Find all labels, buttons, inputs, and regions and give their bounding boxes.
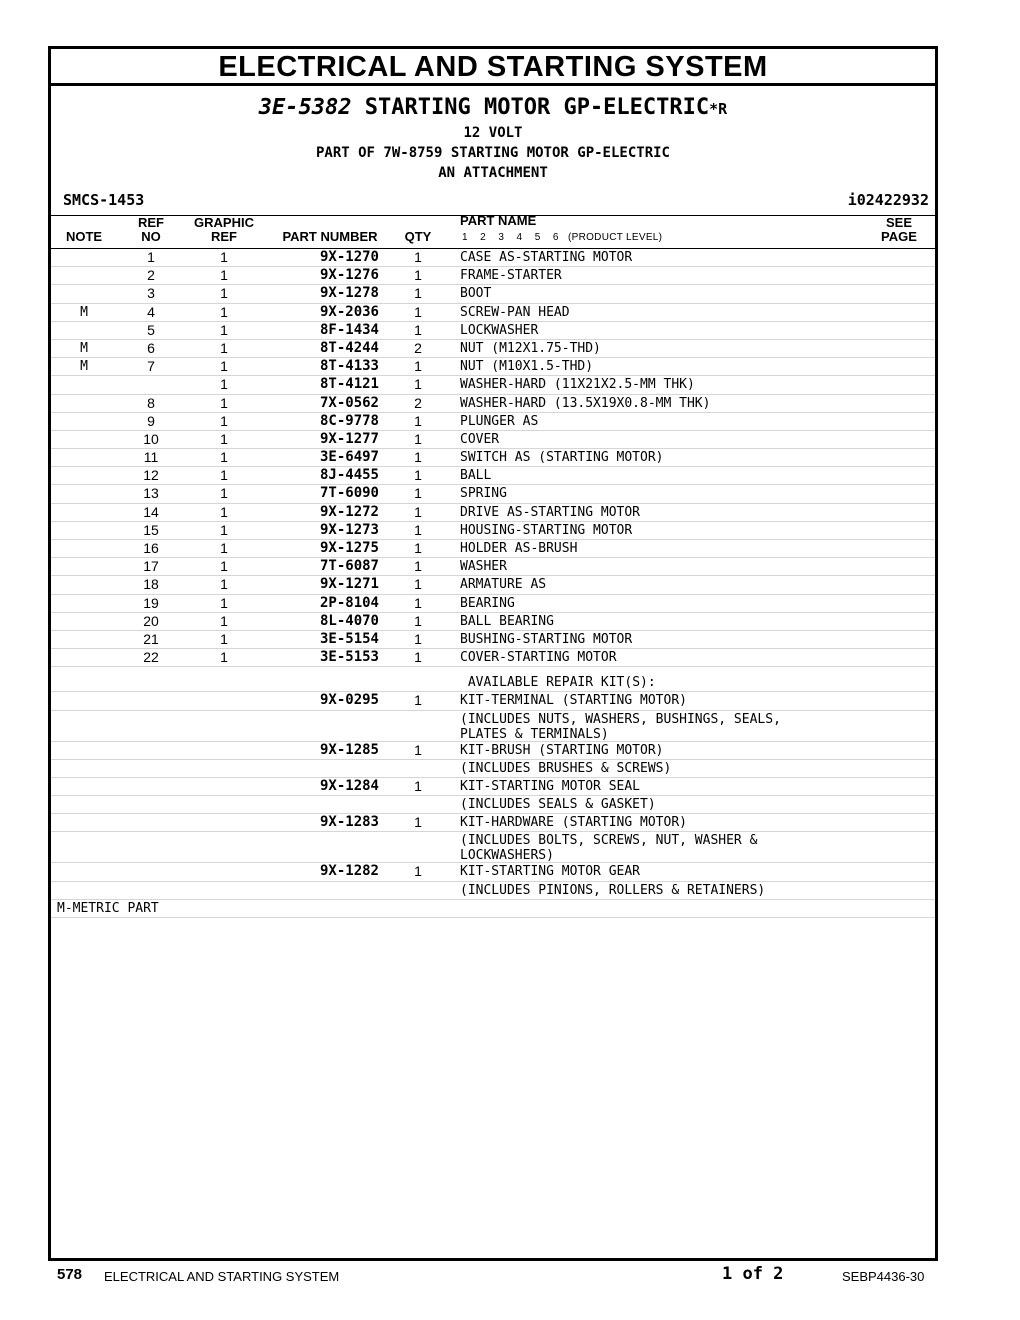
- table-row: [51, 413, 935, 431]
- graphic-ref-cell: 1: [220, 594, 228, 611]
- smcs-bar: [51, 189, 935, 216]
- table-row: [51, 249, 935, 267]
- graphic-ref-cell: 1: [220, 430, 228, 447]
- table-row: [51, 631, 935, 649]
- part-number-cell: 9X-1272: [319, 503, 379, 520]
- graphic-ref-cell: 1: [220, 449, 228, 466]
- part-name-cell: SWITCH AS (STARTING MOTOR): [460, 450, 664, 466]
- table-row: [51, 358, 935, 376]
- col-qty: QTY: [404, 229, 432, 244]
- graphic-ref-cell: 1: [220, 249, 228, 265]
- graphic-ref-cell: 1: [220, 303, 228, 320]
- part-number-cell: 8T-4244: [319, 339, 379, 356]
- graphic-ref-cell: 1: [220, 267, 228, 284]
- part-number-cell: 9X-1277: [319, 430, 379, 447]
- qty-cell: 1: [414, 692, 422, 709]
- part-number-cell: 8F-1434: [319, 321, 379, 338]
- table-row: [51, 576, 935, 594]
- part-name-cell: SCREW-PAN HEAD: [460, 304, 570, 320]
- part-number-cell: 7X-0562: [319, 394, 379, 411]
- page-number: 578: [57, 1266, 83, 1283]
- graphic-ref-cell: 1: [220, 358, 228, 375]
- part-number-cell: 9X-1284: [319, 777, 379, 794]
- part-number-cell: 9X-1273: [319, 521, 379, 538]
- table-row: [51, 796, 935, 814]
- page-title: ELECTRICAL AND STARTING SYSTEM: [51, 49, 935, 86]
- page-of: 1 of 2: [722, 1264, 784, 1284]
- ref-no-cell: 3: [147, 285, 155, 302]
- table-row: [51, 649, 935, 667]
- qty-cell: 2: [414, 339, 422, 356]
- graphic-ref-cell: 1: [220, 503, 228, 520]
- part-number-cell: 9X-1270: [319, 249, 379, 265]
- ref-no-cell: 4: [147, 303, 155, 320]
- part-number-cell: 8T-4121: [319, 376, 379, 393]
- document-id: i02422932: [847, 191, 929, 209]
- ref-no-cell: 13: [143, 485, 159, 502]
- qty-cell: 1: [414, 649, 422, 666]
- col-see-bottom: PAGE: [881, 229, 917, 244]
- parts-page-frame: [48, 46, 938, 1261]
- assembly-heading: [51, 94, 935, 183]
- parts-table: [51, 249, 935, 900]
- qty-cell: 1: [414, 449, 422, 466]
- part-number-cell: 9X-0295: [319, 692, 379, 709]
- part-name-cell: BUSHING-STARTING MOTOR: [460, 631, 633, 647]
- qty-cell: 1: [414, 576, 422, 593]
- part-number-cell: 9X-1285: [319, 741, 379, 758]
- page-footer: [0, 1262, 1020, 1292]
- footnote-row: [51, 900, 935, 918]
- table-row: [51, 485, 935, 503]
- publication-code: SEBP4436-30: [842, 1269, 925, 1284]
- part-name-cell: NUT (M12X1.75-THD): [460, 340, 601, 356]
- qty-cell: 1: [414, 540, 422, 556]
- ref-no-cell: 5: [147, 321, 155, 338]
- part-number-cell: 8J-4455: [319, 467, 379, 484]
- part-name-cell: KIT-STARTING MOTOR GEAR: [460, 864, 641, 880]
- col-note: NOTE: [65, 229, 103, 244]
- part-name-cell: (INCLUDES PINIONS, ROLLERS & RETAINERS): [460, 882, 766, 898]
- graphic-ref-cell: 1: [220, 558, 228, 575]
- ref-no-cell: 14: [143, 503, 159, 520]
- table-row: [51, 814, 935, 832]
- table-row: [51, 304, 935, 322]
- ref-no-cell: 16: [143, 540, 159, 556]
- qty-cell: 1: [414, 321, 422, 338]
- graphic-ref-cell: 1: [220, 485, 228, 502]
- ref-no-cell: 1: [147, 249, 155, 265]
- table-row: [51, 863, 935, 881]
- table-row: [51, 285, 935, 303]
- table-row: [51, 595, 935, 613]
- ref-no-cell: 12: [143, 467, 159, 484]
- part-number-cell: 8L-4070: [319, 612, 379, 629]
- ref-no-cell: 7: [147, 358, 155, 375]
- part-number-cell: 8C-9778: [319, 412, 379, 429]
- ref-no-cell: 10: [143, 430, 159, 447]
- table-row: [51, 832, 935, 863]
- assembly-type: AN ATTACHMENT: [438, 165, 548, 181]
- part-name-cell: KIT-HARDWARE (STARTING MOTOR): [460, 815, 687, 831]
- table-row: [51, 558, 935, 576]
- table-row: [51, 692, 935, 710]
- part-name-cell: BOOT: [460, 286, 492, 302]
- part-name-cell: NUT (M10X1.5-THD): [460, 359, 594, 375]
- part-name-cell: DRIVE AS-STARTING MOTOR: [460, 504, 641, 520]
- qty-cell: 2: [414, 394, 422, 411]
- part-name-cell: WASHER-HARD (13.5X19X0.8-MM THK): [460, 395, 711, 411]
- assembly-part-number: 3E-5382: [258, 95, 352, 120]
- part-number-cell: 7T-6090: [319, 485, 379, 502]
- note-cell: M: [80, 304, 88, 320]
- qty-cell: 1: [414, 376, 422, 393]
- qty-cell: 1: [414, 249, 422, 265]
- ref-no-cell: 17: [143, 558, 159, 575]
- table-row: [51, 431, 935, 449]
- part-name-cell: AVAILABLE REPAIR KIT(S):: [460, 675, 656, 691]
- part-name-cell: CASE AS-STARTING MOTOR: [460, 250, 633, 265]
- table-row: [51, 742, 935, 760]
- table-row: [51, 613, 935, 631]
- part-name-cell: BEARING: [460, 595, 515, 611]
- graphic-ref-cell: 1: [220, 649, 228, 666]
- table-row: [51, 504, 935, 522]
- qty-cell: 1: [414, 612, 422, 629]
- table-row: [51, 522, 935, 540]
- assembly-title: [51, 94, 935, 123]
- table-row: [51, 667, 935, 692]
- col-product-level: 1 2 3 4 5 6 (PRODUCT LEVEL): [462, 232, 663, 243]
- part-name-cell: KIT-STARTING MOTOR SEAL: [460, 778, 641, 794]
- smcs-code: SMCS-1453: [63, 191, 145, 209]
- ref-no-cell: 15: [143, 521, 159, 538]
- part-name-cell: KIT-BRUSH (STARTING MOTOR): [460, 742, 664, 758]
- table-row: [51, 711, 935, 742]
- part-number-cell: 9X-1278: [319, 285, 379, 302]
- qty-cell: 1: [414, 594, 422, 611]
- table-row: [51, 376, 935, 394]
- col-graphic-bottom: REF: [211, 229, 237, 244]
- qty-cell: 1: [414, 267, 422, 284]
- graphic-ref-cell: 1: [220, 467, 228, 484]
- part-number-cell: 9X-1276: [319, 267, 379, 284]
- ref-no-cell: 2: [147, 267, 155, 284]
- table-row: [51, 760, 935, 778]
- part-name-cell: WASHER: [460, 559, 507, 575]
- ref-no-cell: 8: [147, 394, 155, 411]
- graphic-ref-cell: 1: [220, 394, 228, 411]
- graphic-ref-cell: 1: [220, 576, 228, 593]
- col-ref-top: REF: [138, 215, 164, 230]
- part-number-cell: 2P-8104: [319, 594, 379, 611]
- graphic-ref-cell: 1: [220, 540, 228, 556]
- part-name-cell: HOUSING-STARTING MOTOR: [460, 522, 633, 538]
- part-number-cell: 3E-5153: [319, 649, 379, 666]
- footer-section: ELECTRICAL AND STARTING SYSTEM: [104, 1269, 340, 1284]
- graphic-ref-cell: 1: [220, 376, 228, 393]
- ref-no-cell: 9: [147, 412, 155, 429]
- assembly-name: STARTING MOTOR GP-ELECTRIC: [364, 95, 710, 120]
- column-header: [51, 213, 935, 249]
- ref-no-cell: 18: [143, 576, 159, 593]
- qty-cell: 1: [414, 777, 422, 794]
- ref-no-cell: 20: [143, 612, 159, 629]
- qty-cell: 1: [414, 430, 422, 447]
- table-row: [51, 540, 935, 558]
- part-name-cell: WASHER-HARD (11X21X2.5-MM THK): [460, 377, 695, 393]
- ref-no-cell: 11: [143, 449, 159, 466]
- qty-cell: 1: [414, 863, 422, 880]
- part-name-cell: PLUNGER AS: [460, 413, 539, 429]
- part-name-cell: (INCLUDES BOLTS, SCREWS, NUT, WASHER & LOCKWASHERS): [460, 833, 758, 864]
- table-row: [51, 267, 935, 285]
- col-part-number: PART NUMBER: [282, 229, 378, 244]
- table-row: [51, 340, 935, 358]
- col-see-top: SEE: [885, 215, 912, 230]
- part-number-cell: 7T-6087: [319, 558, 379, 575]
- graphic-ref-cell: 1: [220, 412, 228, 429]
- col-graphic-top: GRAPHIC: [194, 215, 254, 230]
- graphic-ref-cell: 1: [220, 612, 228, 629]
- qty-cell: 1: [414, 303, 422, 320]
- col-ref-bottom: NO: [141, 229, 161, 244]
- graphic-ref-cell: 1: [220, 521, 228, 538]
- table-row: [51, 395, 935, 413]
- qty-cell: 1: [414, 521, 422, 538]
- qty-cell: 1: [414, 285, 422, 302]
- col-part-name: PART NAME: [460, 213, 537, 228]
- part-number-cell: 3E-5154: [319, 630, 379, 647]
- note-cell: M: [80, 340, 88, 356]
- qty-cell: 1: [414, 503, 422, 520]
- graphic-ref-cell: 1: [220, 285, 228, 302]
- part-number-cell: 9X-1275: [319, 540, 379, 556]
- part-name-cell: COVER-STARTING MOTOR: [460, 650, 617, 666]
- qty-cell: 1: [414, 412, 422, 429]
- table-row: [51, 322, 935, 340]
- ref-no-cell: 21: [143, 630, 159, 647]
- part-number-cell: 9X-1282: [319, 863, 379, 880]
- part-name-cell: ARMATURE AS: [460, 577, 547, 593]
- part-number-cell: 9X-2036: [319, 303, 379, 320]
- part-name-cell: SPRING: [460, 486, 507, 502]
- graphic-ref-cell: 1: [220, 321, 228, 338]
- qty-cell: 1: [414, 358, 422, 375]
- part-number-cell: 3E-6497: [319, 449, 379, 466]
- assembly-voltage: 12 VOLT: [463, 125, 523, 141]
- part-name-cell: BALL: [460, 468, 492, 484]
- part-number-cell: 8T-4133: [319, 358, 379, 375]
- part-number-cell: 9X-1271: [319, 576, 379, 593]
- graphic-ref-cell: 1: [220, 339, 228, 356]
- assembly-parent: PART OF 7W-8759 STARTING MOTOR GP-ELECTRIC: [315, 145, 670, 161]
- ref-no-cell: 6: [147, 339, 155, 356]
- part-name-cell: HOLDER AS-BRUSH: [460, 541, 578, 556]
- part-name-cell: COVER: [460, 431, 500, 447]
- note-cell: M: [80, 359, 88, 375]
- part-name-cell: (INCLUDES NUTS, WASHERS, BUSHINGS, SEALS, PLATES & TERMINALS): [460, 711, 781, 742]
- qty-cell: 1: [414, 467, 422, 484]
- table-row: [51, 449, 935, 467]
- part-name-cell: KIT-TERMINAL (STARTING MOTOR): [460, 693, 687, 709]
- assembly-suffix: *R: [709, 100, 728, 118]
- qty-cell: 1: [414, 741, 422, 758]
- table-row: [51, 778, 935, 796]
- qty-cell: 1: [414, 485, 422, 502]
- part-name-cell: FRAME-STARTER: [460, 268, 562, 284]
- part-number-cell: 9X-1283: [319, 814, 379, 831]
- part-name-cell: (INCLUDES BRUSHES & SCREWS): [460, 760, 672, 776]
- table-row: [51, 467, 935, 485]
- part-name-cell: BALL BEARING: [460, 613, 554, 629]
- part-name-cell: LOCKWASHER: [460, 322, 539, 338]
- footnote: M-METRIC PART: [57, 900, 159, 916]
- ref-no-cell: 22: [143, 649, 159, 666]
- qty-cell: 1: [414, 814, 422, 831]
- qty-cell: 1: [414, 558, 422, 575]
- part-name-cell: (INCLUDES SEALS & GASKET): [460, 797, 656, 813]
- table-row: [51, 882, 935, 900]
- ref-no-cell: 19: [143, 594, 159, 611]
- graphic-ref-cell: 1: [220, 630, 228, 647]
- qty-cell: 1: [414, 630, 422, 647]
